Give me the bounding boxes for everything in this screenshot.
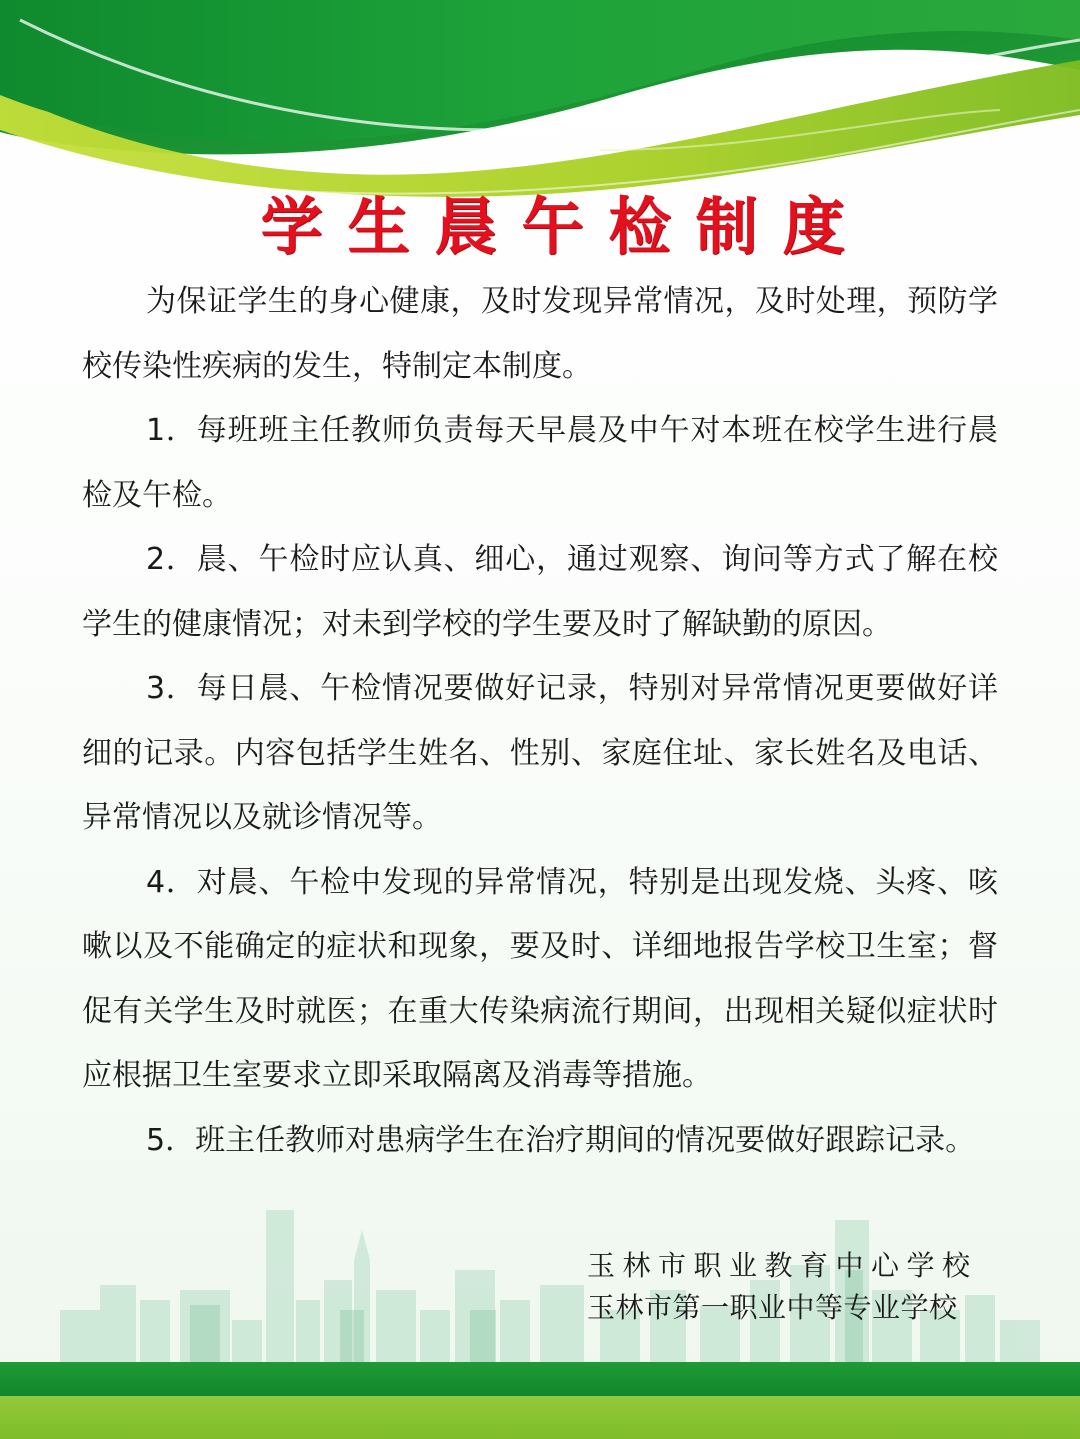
rule-item-3: 3．每日晨、午检情况要做好记录，特别对异常情况更要做好详细的记录。内容包括学生姓名、性别、家庭住址、家长姓名及电话、异常情况以及就诊情况等。 [82,671,998,835]
rule-item-4: 4．对晨、午检中发现的异常情况，特别是出现发烧、头疼、咳嗽以及不能确定的症状和现象，要及时、详细地报告学校卫生室；督促有关学生及时就医；在重大传染病流行期间，出现相关疑似症状时应根据卫生室要求立即采取隔离及消毒等措施。 [82,864,998,1093]
top-wave-decoration [0,0,1080,220]
bottom-band-dark [0,1362,1080,1396]
page-title: 学生晨午检制度 [260,190,870,263]
rule-item-1: 1．每班班主任教师负责每天早晨及中午对本班在校学生进行晨检及午检。 [82,413,998,513]
regulation-body [82,270,998,1173]
bottom-band-light [0,1396,1080,1439]
rule-item-5: 5．班主任教师对患病学生在治疗期间的情况要做好跟踪记录。 [146,1122,976,1158]
school-signature [587,1245,987,1329]
bottom-band-decoration [0,1362,1080,1439]
rule-item-2: 2．晨、午检时应认真、细心，通过观察、询问等方式了解在校学生的健康情况；对未到学校的学生要及时了解缺勤的原因。 [82,542,998,642]
school-name-1: 玉林市职业教育中心学校 [587,1249,978,1282]
intro-paragraph: 为保证学生的身心健康，及时发现异常情况，及时处理，预防学校传染性疾病的发生，特制定本制度。 [82,284,998,384]
school-name-2: 玉林市第一职业中等专业学校 [587,1291,958,1324]
